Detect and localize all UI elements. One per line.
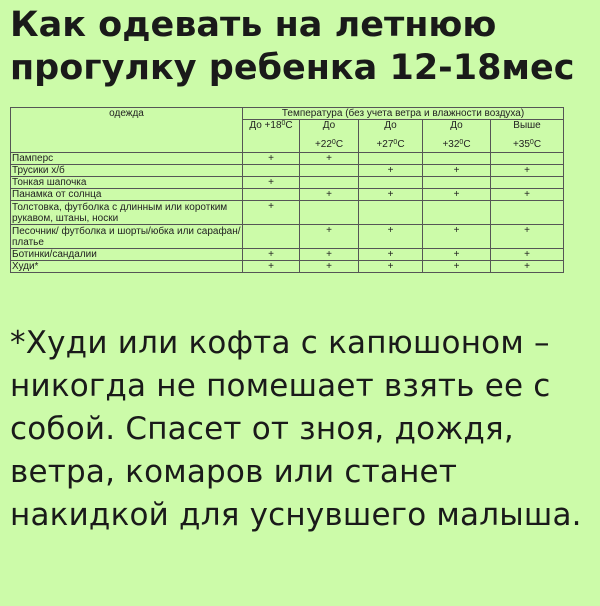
table-row [11, 165, 564, 177]
mark-cell [423, 201, 491, 225]
table-row [11, 189, 564, 201]
table-row [11, 153, 564, 165]
mark-cell: + [243, 201, 300, 225]
mark-cell [243, 225, 300, 249]
clothing-item: Трусики х/б [11, 165, 243, 177]
mark-cell: + [243, 177, 300, 189]
clothing-item: Песочник/ футболка и шорты/юбка или сарафан/платье [12, 225, 241, 248]
header-temperature: Температура (без учета ветра и влажности воздуха) [243, 108, 564, 120]
header-temp-2: До $+22^0С$ [300, 120, 359, 153]
mark-cell [359, 177, 423, 189]
mark-cell: + [491, 249, 564, 261]
table-row [11, 177, 564, 189]
mark-cell: + [300, 153, 359, 165]
clothing-item: Толстовка, футболка с длинным или коротким рукавом, штаны, носки [11, 201, 243, 225]
mark-cell: + [491, 261, 564, 273]
mark-cell: + [423, 225, 491, 249]
mark-cell: + [359, 189, 423, 201]
mark-cell [243, 165, 300, 177]
mark-cell: + [300, 249, 359, 261]
table-body [11, 153, 564, 273]
mark-cell: + [243, 153, 300, 165]
mark-cell [491, 201, 564, 225]
mark-cell: + [300, 225, 359, 249]
page-title: Как одевать на летнюю прогулку ребенка 12-18мес [10, 5, 575, 88]
mark-cell [300, 177, 359, 189]
mark-cell: + [359, 165, 423, 177]
mark-cell: + [423, 189, 491, 201]
mark-cell: + [359, 261, 423, 273]
mark-cell [491, 153, 564, 165]
clothing-item: Ботинки/сандалии [11, 249, 243, 261]
header-clothing: одежда [11, 108, 243, 153]
clothing-item: Худи* [11, 261, 243, 273]
header-temp-1: До $+18^0С$ [243, 120, 300, 153]
clothing-item: Памперс [11, 153, 243, 165]
mark-cell: + [243, 249, 300, 261]
mark-cell: + [423, 165, 491, 177]
table-row [11, 225, 564, 249]
mark-cell: + [491, 165, 564, 177]
mark-cell: + [300, 189, 359, 201]
mark-cell: + [359, 225, 423, 249]
mark-cell [359, 201, 423, 225]
mark-cell [359, 153, 423, 165]
mark-cell [491, 177, 564, 189]
mark-cell [423, 153, 491, 165]
mark-cell: + [423, 261, 491, 273]
clothing-item: Тонкая шапочка [11, 177, 243, 189]
header-temp-5: Выше $+35^0С$ [491, 120, 564, 153]
table-row [11, 249, 564, 261]
mark-cell: + [359, 249, 423, 261]
clothing-item: Панамка от солнца [11, 189, 243, 201]
mark-cell: + [300, 261, 359, 273]
mark-cell [300, 165, 359, 177]
header-temp-4: До $+32^0С$ [423, 120, 491, 153]
clothing-table [10, 107, 564, 273]
mark-cell [423, 177, 491, 189]
table-row [11, 201, 564, 225]
footnote: *Худи или кофта с капюшоном – никогда не помешает взять ее с собой. Спасет от зноя, дождя, ветра, комаров или станет накидкой для уснувшего малыша. [10, 325, 582, 533]
mark-cell [243, 189, 300, 201]
mark-cell: + [423, 249, 491, 261]
mark-cell [300, 201, 359, 225]
table-row [11, 261, 564, 273]
mark-cell: + [243, 261, 300, 273]
mark-cell: + [491, 189, 564, 201]
mark-cell: + [491, 225, 564, 249]
header-temp-3: До $+27^0С$ [359, 120, 423, 153]
